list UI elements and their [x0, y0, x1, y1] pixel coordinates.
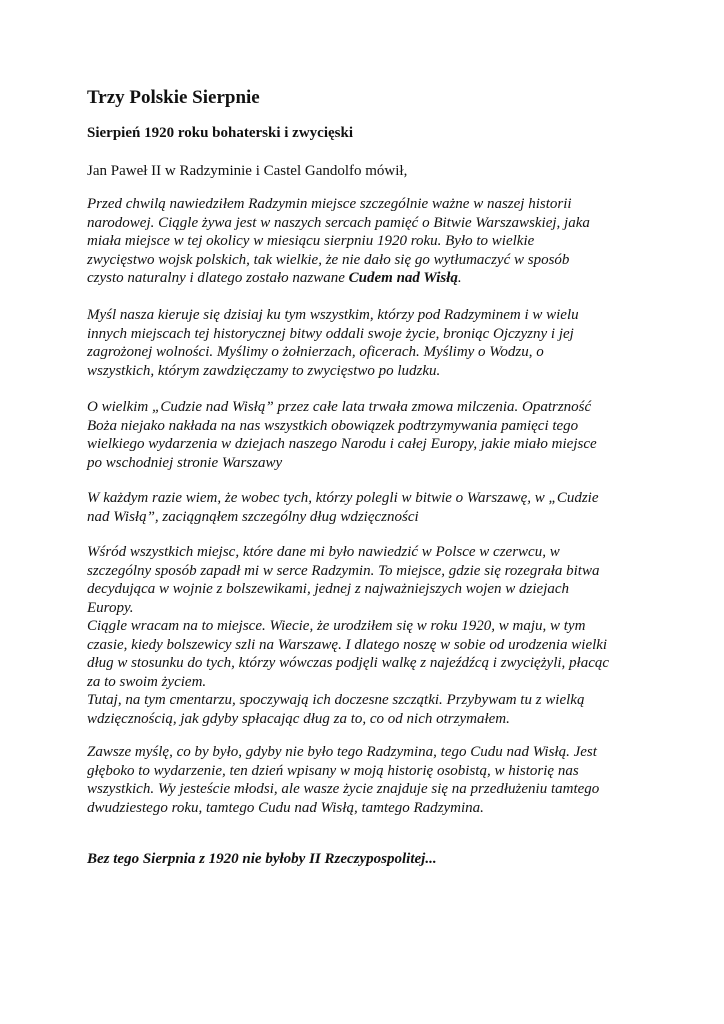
paragraph-line: wszystkich, którym zawdzięczamy to zwycięstwo po ludzku. [87, 362, 441, 379]
paragraph-line: za to swoim życiem. [87, 673, 207, 690]
paragraph-line: po wschodniej stronie Warszawy [87, 454, 283, 471]
paragraph-3 [87, 398, 597, 472]
closing-line: Bez tego Sierpnia z 1920 nie byłoby II Rzeczypospolitej... [87, 851, 437, 867]
paragraph-line: Tutaj, na tym cmentarzu, spoczywają ich doczesne szczątki. Przybywam tu z wielką [87, 692, 585, 708]
paragraph-line: Myśl nasza kieruje się dzisiaj ku tym wszystkim, którzy pod Radzyminem i w wielu [87, 307, 579, 323]
paragraph-line [87, 269, 590, 288]
paragraph-line: decydująca w wojnie z bolszewikami, jednej z najważniejszych wojen w dziejach [87, 581, 570, 597]
emphasis-cud-nad-wisla: Cudem nad Wisłą [348, 270, 458, 286]
paragraph-line: głęboko to wydarzenie, ten dzień wpisany w moją historię osobistą, w historię nas [87, 762, 579, 779]
paragraph-line: innych miejscach tej historycznej bitwy oddali swoje życie, broniąc Ojczyzny i jej [87, 325, 574, 342]
intro-line: Jan Paweł II w Radzyminie i Castel Gandolfo mówił, [87, 163, 408, 179]
paragraph-line: miała miejsce w tej okolicy w miesiącu sierpniu 1920 roku. Było to wielkie [87, 233, 535, 249]
paragraph-line: Boża niejako nakłada na nas wszystkich obowiązek podtrzymywania pamięci tego [87, 417, 579, 434]
line-text: czysto naturalny i dlatego zostało nazwane [87, 270, 349, 286]
paragraph-line: Wśród wszystkich miejsc, które dane mi było nawiedzić w Polsce w czerwcu, w [87, 544, 560, 560]
paragraph-line: wdzięcznością, jak gdyby spłacając dług za to, co od nich otrzymałem. [87, 710, 510, 727]
paragraph-6 [87, 743, 599, 817]
paragraph-2 [87, 306, 579, 380]
paragraph-line: szczególny sposób zapadł mi w serce Radzymin. To miejsce, gdzie się rozegrała bitwa [87, 562, 600, 579]
paragraph-line: wszystkich. Wy jesteście młodsi, ale wasze życie znajduje się na przedłużeniu tamtego [87, 781, 600, 797]
document-subtitle: Sierpień 1920 roku bohaterski i zwycięski [87, 125, 353, 141]
line-text: . [457, 270, 462, 286]
paragraph-line: zwycięstwo wojsk polskich, tak wielkie, że nie dało się go wytłumaczyć w sposób [87, 251, 570, 268]
document-title: Trzy Polskie Sierpnie [87, 87, 260, 108]
paragraph-line: nad Wisłą”, zaciągnąłem szczególny dług wdzięczności [87, 508, 419, 525]
paragraph-line: W każdym razie wiem, że wobec tych, którzy polegli w bitwie o Warszawę, w „Cudzie [87, 490, 599, 506]
paragraph-line: Przed chwilą nawiedziłem Radzymin miejsce szczególnie ważne w naszej historii [87, 196, 572, 212]
paragraph-line: O wielkim „Cudzie nad Wisłą” przez całe lata trwała zmowa milczenia. Opatrzność [87, 399, 592, 415]
paragraph-line: wielkiego wydarzenia w dziejach naszego Narodu i całej Europy, jakie miało miejsce [87, 436, 597, 452]
paragraph-line: Europy. [87, 599, 134, 616]
paragraph-4 [87, 489, 599, 526]
paragraph-line: dwudziestego roku, tamtego Cudu nad Wisłą, tamtego Radzymina. [87, 799, 484, 816]
paragraph-1 [87, 195, 590, 288]
paragraph-line: Ciągle wracam na to miejsce. Wiecie, że urodziłem się w roku 1920, w maju, w tym [87, 618, 586, 634]
paragraph-line: dług w stosunku do tych, którzy wówczas podjęli walkę z najeźdźcą i zwyciężyli, płacąc [87, 655, 610, 671]
paragraph-line: narodowej. Ciągle żywa jest w naszych sercach pamięć o Bitwie Warszawskiej, jaka [87, 214, 590, 231]
paragraph-line: Zawsze myślę, co by było, gdyby nie było tego Radzymina, tego Cudu nad Wisłą. Jest [87, 744, 597, 760]
paragraph-5 [87, 543, 609, 728]
paragraph-line: zagrożonej wolności. Myślimy o żołnierzach, oficerach. Myślimy o Wodzu, o [87, 344, 544, 360]
paragraph-line: czasie, kiedy bolszewicy szli na Warszawę. I dlatego noszę w sobie od urodzenia wielki [87, 636, 608, 653]
